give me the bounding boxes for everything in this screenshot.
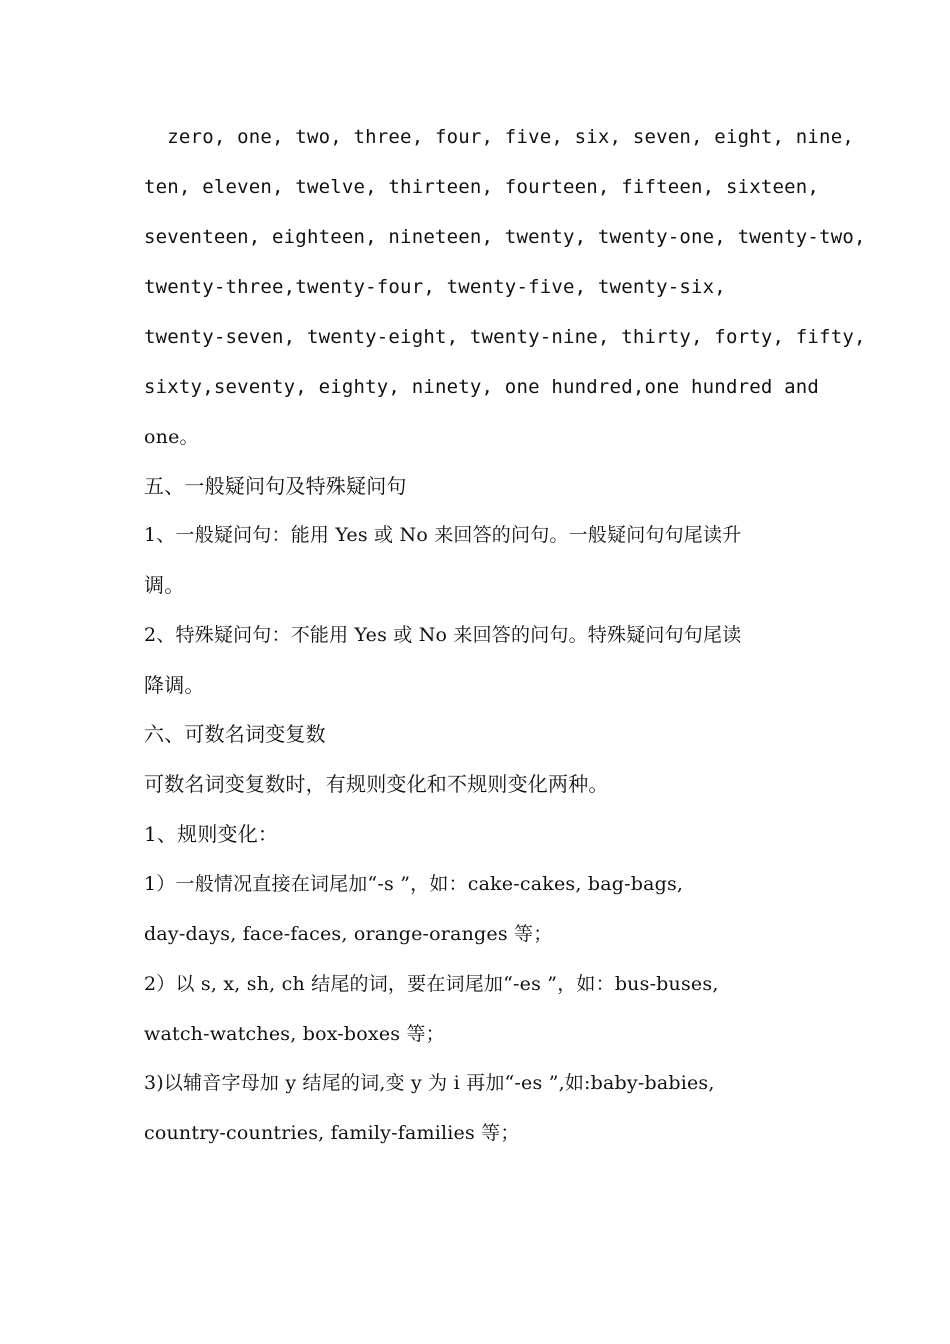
rule-1-line-2: day-days, face-faces, orange-oranges 等； <box>144 923 553 945</box>
regular-change-heading: 1、规则变化： <box>144 822 279 846</box>
plurals-intro: 可数名词变复数时，有规则变化和不规则变化两种。 <box>144 772 609 796</box>
number-words-line-3: seventeen, eighteen, nineteen, twenty, twenty-one, twenty-two, <box>144 226 866 248</box>
special-question-line-2: 降调。 <box>144 673 205 697</box>
general-question-line-2: 调。 <box>144 573 185 597</box>
number-words-line-4: twenty-three,twenty-four, twenty-five, twenty-six, <box>144 276 726 298</box>
rule-2-line-2: watch-watches, box-boxes 等； <box>144 1023 445 1045</box>
number-words-line-6: sixty,seventy, eighty, ninety, one hundred,one hundred and <box>144 376 820 398</box>
rule-3-line-1: 3)以辅音字母加 y 结尾的词,变 y 为 i 再加“-es ”,如:baby-babies, <box>144 1072 715 1094</box>
general-question-line-1: 1、一般疑问句：能用 Yes 或 No 来回答的问句。一般疑问句句尾读升 <box>144 524 742 546</box>
section-heading-questions: 五、一般疑问句及特殊疑问句 <box>144 474 407 498</box>
number-words-line-7: one。 <box>144 426 199 448</box>
rule-3-line-2: country-countries, family-families 等； <box>144 1122 520 1144</box>
special-question-line-1: 2、特殊疑问句：不能用 Yes 或 No 来回答的问句。特殊疑问句句尾读 <box>144 624 742 646</box>
rule-1-line-1: 1）一般情况直接在词尾加“-s ”，如：cake-cakes, bag-bags, <box>144 873 684 895</box>
number-words-line-5: twenty-seven, twenty-eight, twenty-nine, thirty, forty, fifty, <box>144 326 866 348</box>
number-words-line-1: zero, one, two, three, four, five, six, seven, eight, nine, <box>144 126 854 148</box>
number-words-line-2: ten, eleven, twelve, thirteen, fourteen, fifteen, sixteen, <box>144 176 820 198</box>
rule-2-line-1: 2）以 s, x, sh, ch 结尾的词，要在词尾加“-es ”，如：bus-buses, <box>144 973 719 995</box>
section-heading-plurals: 六、可数名词变复数 <box>144 722 326 746</box>
